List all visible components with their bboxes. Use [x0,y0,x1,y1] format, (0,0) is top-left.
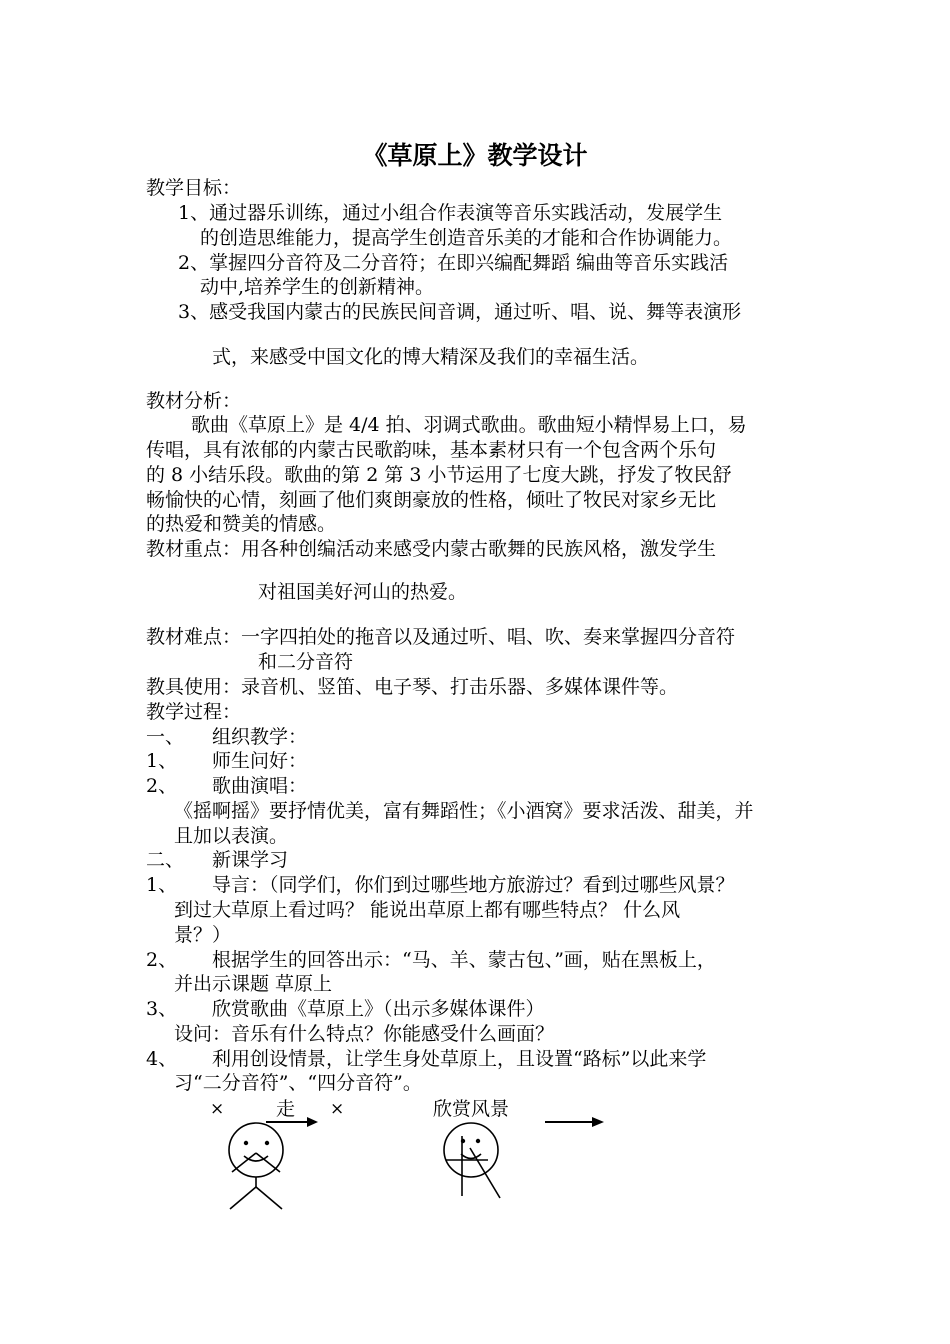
new-2-number: 2、 [146,949,178,971]
analysis-line-1: 歌曲《草原上》是 4/4 拍、羽调式歌曲。歌曲短小精悍易上口，易 [191,414,747,436]
new-4-line-1: 利用创设情景，让学生身处草原上，且设置“路标”以此来学 [212,1048,707,1070]
walking-stick-figure-icon [229,1123,283,1209]
new-4-line-2: 习“二分音符”、“四分音符”。 [174,1072,422,1094]
new-2-line-2: 并出示课题 草原上 [174,973,333,995]
step-2-detail-line-2: 且加以表演。 [174,825,289,847]
step-2-detail-line-1: 《摇啊摇》要抒情优美，富有舞蹈性；《小酒窝》要求活泼、甜美，并 [174,800,754,822]
objective-3-line-1: 3、感受我国内蒙古的民族民间音调，通过听、唱、说、舞等表演形 [178,301,742,323]
part-1-label: 组织教学： [212,726,308,748]
walk-arrow-icon [266,1117,318,1127]
figure-walk-label: 走 [276,1098,296,1120]
document-title: 《草原上》教学设计 [362,141,588,170]
new-1-number: 1、 [146,874,178,896]
key-points-line-2: 对祖国美好河山的热爱。 [258,581,468,603]
difficulties-line-2: 和二分音符 [258,651,354,673]
process-heading: 教学过程： [146,701,242,723]
new-1-line-3: 景？） [174,924,232,946]
difficulties-line-1: 教材难点：一字四拍处的拖音以及通过听、唱、吹、奏来掌握四分音符 [146,626,736,648]
part-1-number: 一、 [146,726,185,748]
new-1-line-1: 导言：（同学们，你们到过哪些地方旅游过？看到过哪些风景？ [212,874,735,896]
figure-mark-2: × [330,1099,345,1119]
scenery-arrow-icon [545,1117,604,1127]
tools-line: 教具使用：录音机、竖笛、电子琴、打击乐器、多媒体课件等。 [146,676,679,698]
objective-3-line-2: 式，来感受中国文化的博大精深及我们的幸福生活。 [212,346,650,368]
key-points-line-1: 教材重点：用各种创编活动来感受内蒙古歌舞的民族风格，激发学生 [146,538,717,560]
new-1-line-2: 到过大草原上看过吗？ 能说出草原上都有哪些特点？ 什么风 [174,899,681,921]
objective-1-line-2: 的创造思维能力，提高学生创造音乐美的才能和合作协调能力。 [200,227,733,249]
objective-2-line-2: 动中,培养学生的创新精神。 [200,276,435,298]
objective-1-line-1: 1、通过器乐训练，通过小组合作表演等音乐实践活动，发展学生 [178,202,723,224]
step-2-number: 2、 [146,775,178,797]
analysis-line-4: 畅愉快的心情，刻画了他们爽朗豪放的性格，倾吐了牧民对家乡无比 [146,489,717,511]
viewing-stick-figure-icon [444,1123,500,1198]
new-3-line-1: 欣赏歌曲《草原上》（出示多媒体课件） [212,998,545,1020]
figure-scenery-label: 欣赏风景 [433,1098,510,1120]
figure-mark-1: × [210,1099,225,1119]
objectives-heading: 教学目标： [146,177,242,199]
step-1-number: 1、 [146,750,178,772]
new-3-line-2: 设问：音乐有什么特点？你能感受什么画面？ [174,1023,555,1045]
analysis-line-5: 的热爱和赞美的情感。 [146,513,337,535]
new-3-number: 3、 [146,998,178,1020]
analysis-heading: 教材分析： [146,390,242,412]
analysis-line-3: 的 8 小结乐段。歌曲的第 2 第 3 小节运用了七度大跳，抒发了牧民舒 [146,464,732,486]
new-4-number: 4、 [146,1048,178,1070]
analysis-line-2: 传唱，具有浓郁的内蒙古民歌韵味，基本素材只有一个包含两个乐句 [146,439,717,461]
objective-2-line-1: 2、掌握四分音符及二分音符；在即兴编配舞蹈 编曲等音乐实践活 [178,252,729,274]
step-2-label: 歌曲演唱： [212,775,308,797]
part-2-number: 二、 [146,849,185,871]
part-2-label: 新课学习 [212,849,289,871]
step-1-label: 师生问好： [212,750,308,772]
new-2-line-1: 根据学生的回答出示：“马、羊、蒙古包、”画，贴在黑板上， [212,949,716,971]
